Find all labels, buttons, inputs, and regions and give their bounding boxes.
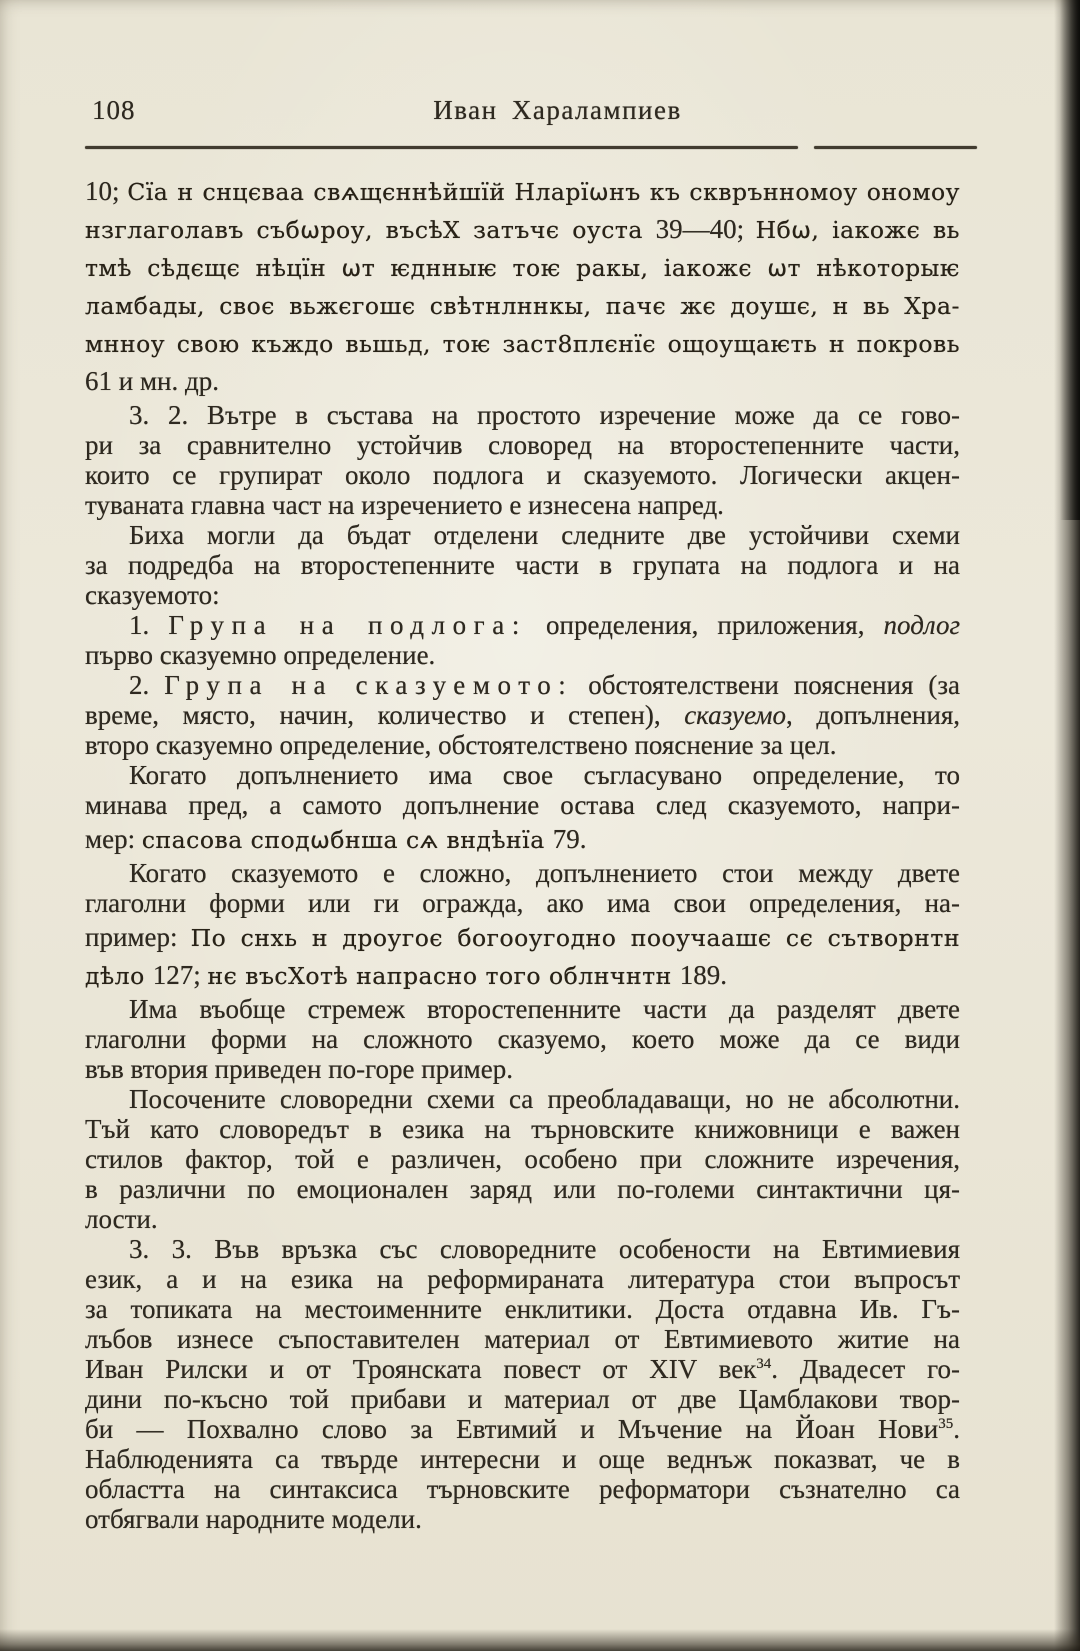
text-line bbox=[85, 550, 960, 580]
text-segment: областта на синтаксиса търновските реформатори съзнателно са bbox=[85, 1474, 960, 1504]
text-line bbox=[85, 790, 960, 820]
text-segment: Посочените словоредни схеми са преобладаващи, но не абсолютни. bbox=[129, 1084, 960, 1114]
text-line bbox=[85, 1144, 960, 1174]
text-segment: език, а и на езика на реформираната литература стои въпросът bbox=[85, 1264, 960, 1294]
italic-term: подлог bbox=[883, 610, 960, 640]
text-segment: 2. bbox=[129, 670, 165, 700]
text-line bbox=[85, 1294, 960, 1324]
text-segment: в различни по емоционален заряд или по-големи синтактични ця- bbox=[85, 1174, 960, 1204]
text-line bbox=[85, 1084, 960, 1114]
text-segment: 3. 3. Във връзка със словоредните особености на Евтимиевия bbox=[129, 1234, 960, 1264]
text-segment: ри за сравнително устойчив словоред на второстепенните части, bbox=[85, 430, 960, 460]
text-segment: второ сказуемно определение, обстоятелствено пояснение за цел. bbox=[85, 730, 837, 760]
text-segment: време, място, начин, количество и степен), bbox=[85, 700, 685, 730]
text-line bbox=[85, 1474, 960, 1504]
text-segment: за топиката на местоименните енклитики. Доста отдавна Ив. Гъ- bbox=[85, 1294, 960, 1324]
text-segment: сказуемото: bbox=[85, 580, 220, 610]
paragraph bbox=[85, 994, 960, 1084]
text-segment: 61 и мн. др. bbox=[85, 366, 219, 396]
text-segment: определения, приложения, bbox=[526, 610, 884, 640]
spaced-heading: Група на сказуемото: bbox=[164, 670, 574, 700]
text-segment: Биха могли да бъдат отделени следните две устойчиви схеми bbox=[129, 520, 960, 550]
paragraph bbox=[85, 172, 960, 400]
old-slavonic-quote: спасова сподѡбнша сѧ вндѣнїа bbox=[141, 826, 553, 854]
text-segment: дини по-късно той прибави и материал от две Цамблакови твор- bbox=[85, 1384, 960, 1414]
text-segment: мер: bbox=[85, 824, 142, 854]
text-line bbox=[85, 730, 960, 760]
page-number: 108 bbox=[92, 95, 136, 125]
text-line bbox=[85, 610, 960, 640]
paragraph bbox=[85, 1084, 960, 1234]
text-line bbox=[85, 362, 960, 400]
header-rule-left bbox=[85, 146, 798, 149]
old-slavonic-quote: ламбады, своє вьжєгошє свѣтнлннкы, пачє жє доушє, н вь Хра- bbox=[85, 292, 960, 320]
text-line bbox=[85, 324, 960, 362]
running-header: Иван Харалампиев bbox=[433, 95, 682, 125]
text-line bbox=[85, 640, 960, 670]
text-segment: Има въобще стремеж второстепенните части да разделят двете bbox=[129, 994, 960, 1024]
text-segment: обстоятелствени пояснения (за bbox=[573, 670, 960, 700]
page-edge-shadow-right-top bbox=[1060, 0, 1080, 520]
text-line bbox=[85, 1234, 960, 1264]
text-line bbox=[85, 1414, 960, 1444]
old-slavonic-quote: Сїа н снцєваа свѧщєннѣйшїй Нларїѡнъ къ скврънномоу ономоу bbox=[127, 178, 960, 206]
text-line bbox=[85, 400, 960, 430]
old-slavonic-quote: дѣло bbox=[85, 962, 153, 990]
text-line bbox=[85, 1354, 960, 1384]
old-slavonic-quote: мнноу свою къждо вьшьд, тоѥ заст8плєнїє ощоущаѥть н покровь bbox=[85, 330, 960, 358]
text-line bbox=[85, 210, 960, 248]
text-segment: глаголни форми или ги огражда, ако има свои определения, на- bbox=[85, 888, 960, 918]
text-segment: 3. 2. Вътре в състава на простото изречение може да се гово- bbox=[129, 400, 960, 430]
header-rule-right bbox=[814, 146, 977, 149]
paragraph bbox=[85, 1234, 960, 1534]
text-line bbox=[85, 956, 960, 994]
text-line bbox=[85, 1174, 960, 1204]
text-line bbox=[85, 700, 960, 730]
text-line bbox=[85, 1114, 960, 1144]
text-segment: Когато допълнението има свое съгласувано определение, то bbox=[129, 760, 960, 790]
text-line bbox=[85, 580, 960, 610]
text-line bbox=[85, 1264, 960, 1294]
footnote-reference: 35 bbox=[938, 1416, 954, 1432]
text-line bbox=[85, 490, 960, 520]
page-edge-shadow-bottom bbox=[0, 1629, 1080, 1651]
old-slavonic-quote: тмѣ сѣдєщє нѣцїн ѡт ѥднныѥ тоѥ ракы, іакожє ѡт нѣкоторыѥ bbox=[85, 254, 960, 282]
paragraph bbox=[85, 670, 960, 760]
text-line bbox=[85, 520, 960, 550]
text-line bbox=[85, 1324, 960, 1354]
text-line bbox=[85, 286, 960, 324]
text-segment: 39—40; bbox=[655, 214, 756, 244]
text-line bbox=[85, 1384, 960, 1414]
text-line bbox=[85, 670, 960, 700]
text-line bbox=[85, 430, 960, 460]
paragraph bbox=[85, 400, 960, 520]
text-segment: във втория приведен по-горе пример. bbox=[85, 1054, 514, 1084]
text-segment: 1. bbox=[129, 610, 169, 640]
text-segment: . bbox=[953, 1414, 960, 1444]
text-line bbox=[85, 172, 960, 210]
paragraph bbox=[85, 610, 960, 670]
text-segment: би — Похвално слово за Евтимий и Мъчение на Йоан Нови bbox=[85, 1414, 939, 1444]
old-slavonic-quote: Нбѡ, іакожє вь bbox=[755, 216, 960, 244]
text-segment: 189. bbox=[679, 960, 727, 990]
italic-term: сказуемо bbox=[684, 700, 787, 730]
text-line bbox=[85, 1054, 960, 1084]
text-segment: стилов фактор, той е различен, особено при сложните изречения, bbox=[85, 1144, 960, 1174]
spaced-heading: Група на подлога: bbox=[168, 610, 527, 640]
text-segment: 127; bbox=[152, 960, 208, 990]
text-line bbox=[85, 820, 960, 858]
text-segment: туваната главна част на изречението е изнесена напред. bbox=[85, 490, 724, 520]
text-line bbox=[85, 858, 960, 888]
paragraph bbox=[85, 760, 960, 858]
paragraph bbox=[85, 858, 960, 994]
text-segment: Наблюденията са твърде интересни и още веднъж показват, че в bbox=[85, 1444, 960, 1474]
text-segment: . Двадесет го- bbox=[771, 1354, 960, 1384]
text-line bbox=[85, 1504, 960, 1534]
text-line bbox=[85, 1444, 960, 1474]
text-line bbox=[85, 1204, 960, 1234]
text-segment: за подредба на второстепенните части в групата на подлога и на bbox=[85, 550, 960, 580]
text-segment: пример: bbox=[85, 922, 191, 952]
text-segment: Когато сказуемото е сложно, допълнението стои между двете bbox=[129, 858, 960, 888]
text-line bbox=[85, 248, 960, 286]
footnote-reference: 34 bbox=[756, 1356, 772, 1372]
text-segment: , допълнения, bbox=[786, 700, 960, 730]
text-segment: лости. bbox=[85, 1204, 158, 1234]
paragraph bbox=[85, 520, 960, 610]
text-line bbox=[85, 888, 960, 918]
old-slavonic-quote: По снхь н дроугоє богооугодно пооучаашє сє сътворнтн bbox=[190, 924, 960, 952]
text-segment: 10; bbox=[85, 176, 128, 206]
text-line bbox=[85, 1024, 960, 1054]
text-body bbox=[85, 172, 960, 1534]
text-segment: първо сказуемно определение. bbox=[85, 640, 436, 670]
text-segment: минава пред, а самото допълнение остава след сказуемото, напри- bbox=[85, 790, 960, 820]
text-line bbox=[85, 994, 960, 1024]
text-line bbox=[85, 918, 960, 956]
text-segment: Тъй като словоредът в езика на търновските книжовници е важен bbox=[85, 1114, 960, 1144]
text-segment: отбягвали народните модели. bbox=[85, 1504, 422, 1534]
text-segment: 79. bbox=[552, 824, 587, 854]
text-segment: Иван Рилски и от Троянската повест от XIV век bbox=[85, 1354, 757, 1384]
text-segment: лъбов изнесе съпоставителен материал от Евтимиевото житие на bbox=[85, 1324, 960, 1354]
text-line bbox=[85, 460, 960, 490]
text-line bbox=[85, 760, 960, 790]
text-segment: които се групират около подлога и сказуемото. Логически акцен- bbox=[85, 460, 960, 490]
old-slavonic-quote: нзглаголавъ събѡроу, въсѣХ затъчє оуста bbox=[85, 216, 656, 244]
text-segment: глаголни форми на сложното сказуемо, което може да се види bbox=[85, 1024, 960, 1054]
old-slavonic-quote: нє въсХотѣ напрасно того облнчнтн bbox=[207, 962, 680, 990]
